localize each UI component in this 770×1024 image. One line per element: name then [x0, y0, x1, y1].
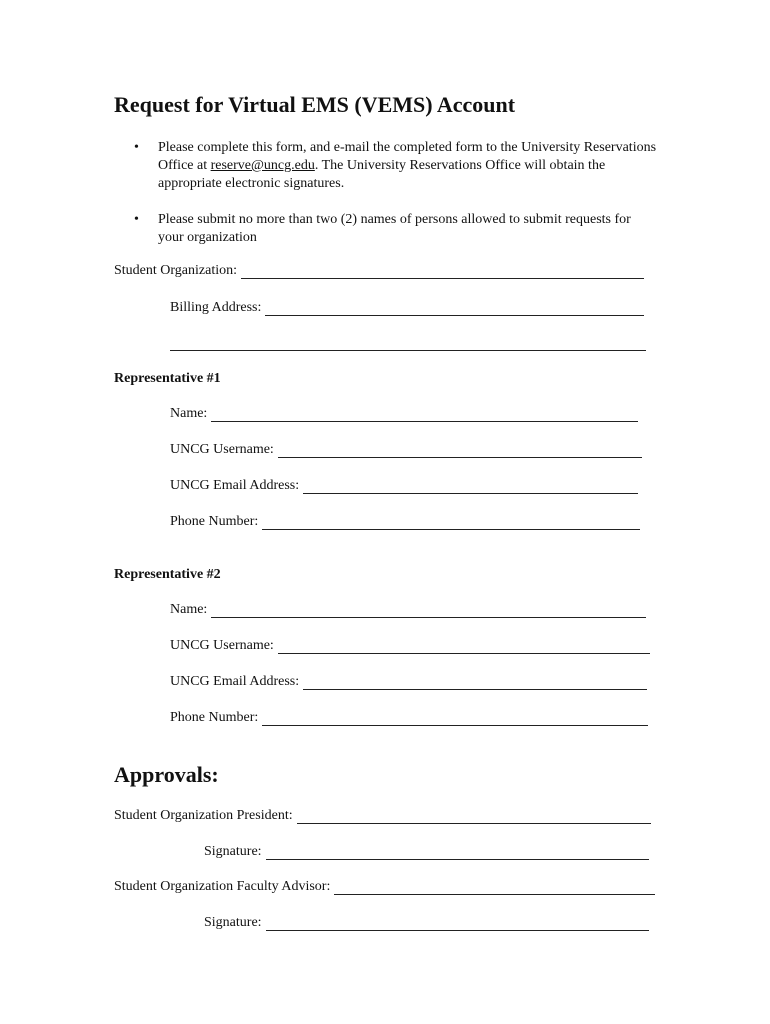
president-label: Student Organization President:: [114, 808, 293, 823]
bullet-icon: •: [134, 212, 139, 227]
instruction-text-end: . The University Reservations Office will obtain the appropriate electronic signatures.: [158, 158, 606, 191]
rep1-username-row: [170, 442, 642, 458]
rep1-name-row: [170, 406, 638, 422]
rep1-username-field[interactable]: [278, 443, 642, 458]
rep2-phone-field[interactable]: [262, 711, 648, 726]
rep2-phone-row: [170, 710, 648, 726]
faculty-advisor-row: [114, 879, 655, 895]
rep1-email-label: UNCG Email Address:: [170, 478, 300, 493]
instruction-item-1: [134, 139, 658, 193]
approvals-heading: Approvals:: [114, 762, 219, 787]
student-organization-label: Student Organization:: [114, 263, 237, 278]
rep2-email-label: UNCG Email Address:: [170, 674, 300, 689]
instruction-item-2: [134, 211, 658, 247]
instruction-text: Please complete this form, and e-mail the completed form to the University Reservations Office at: [158, 140, 657, 173]
rep2-phone-label: Phone Number:: [170, 710, 259, 725]
rep2-name-field[interactable]: [211, 603, 646, 618]
faculty-advisor-field[interactable]: [334, 880, 655, 895]
rep2-username-label: UNCG Username:: [170, 638, 274, 653]
document-title: Request for Virtual EMS (VEMS) Account: [114, 92, 516, 117]
email-link[interactable]: reserve@uncg.edu: [210, 158, 315, 173]
rep1-phone-label: Phone Number:: [170, 514, 259, 529]
rep2-name-label: Name:: [170, 602, 208, 617]
rep1-username-label: UNCG Username:: [170, 442, 274, 457]
bullet-icon: •: [134, 140, 139, 155]
billing-address-row: [170, 300, 644, 316]
president-signature-label: Signature:: [204, 844, 262, 859]
rep2-email-field[interactable]: [303, 675, 647, 690]
rep1-phone-row: [170, 514, 640, 530]
rep1-email-row: [170, 478, 638, 494]
billing-address-field-line-2[interactable]: [170, 350, 646, 351]
billing-address-field[interactable]: [265, 301, 644, 316]
president-signature-row: [204, 844, 649, 860]
rep1-email-field[interactable]: [303, 479, 638, 494]
representative-1-heading: Representative #1: [114, 371, 221, 386]
advisor-signature-label: Signature:: [204, 915, 262, 930]
rep2-email-row: [170, 674, 647, 690]
faculty-advisor-label: Student Organization Faculty Advisor:: [114, 879, 331, 894]
representative-2-heading: Representative #2: [114, 567, 221, 582]
advisor-signature-field[interactable]: [266, 916, 649, 931]
rep2-username-field[interactable]: [278, 639, 650, 654]
rep1-phone-field[interactable]: [262, 515, 640, 530]
rep1-name-label: Name:: [170, 406, 208, 421]
instruction-text: Please submit no more than two (2) names of persons allowed to submit requests for your organization: [158, 212, 631, 245]
billing-address-label: Billing Address:: [170, 300, 262, 315]
student-organization-field[interactable]: [241, 264, 644, 279]
student-organization-row: [114, 263, 644, 279]
president-row: [114, 808, 651, 824]
president-field[interactable]: [297, 809, 651, 824]
advisor-signature-row: [204, 915, 649, 931]
rep2-name-row: [170, 602, 646, 618]
rep1-name-field[interactable]: [211, 407, 638, 422]
rep2-username-row: [170, 638, 650, 654]
president-signature-field[interactable]: [266, 845, 649, 860]
